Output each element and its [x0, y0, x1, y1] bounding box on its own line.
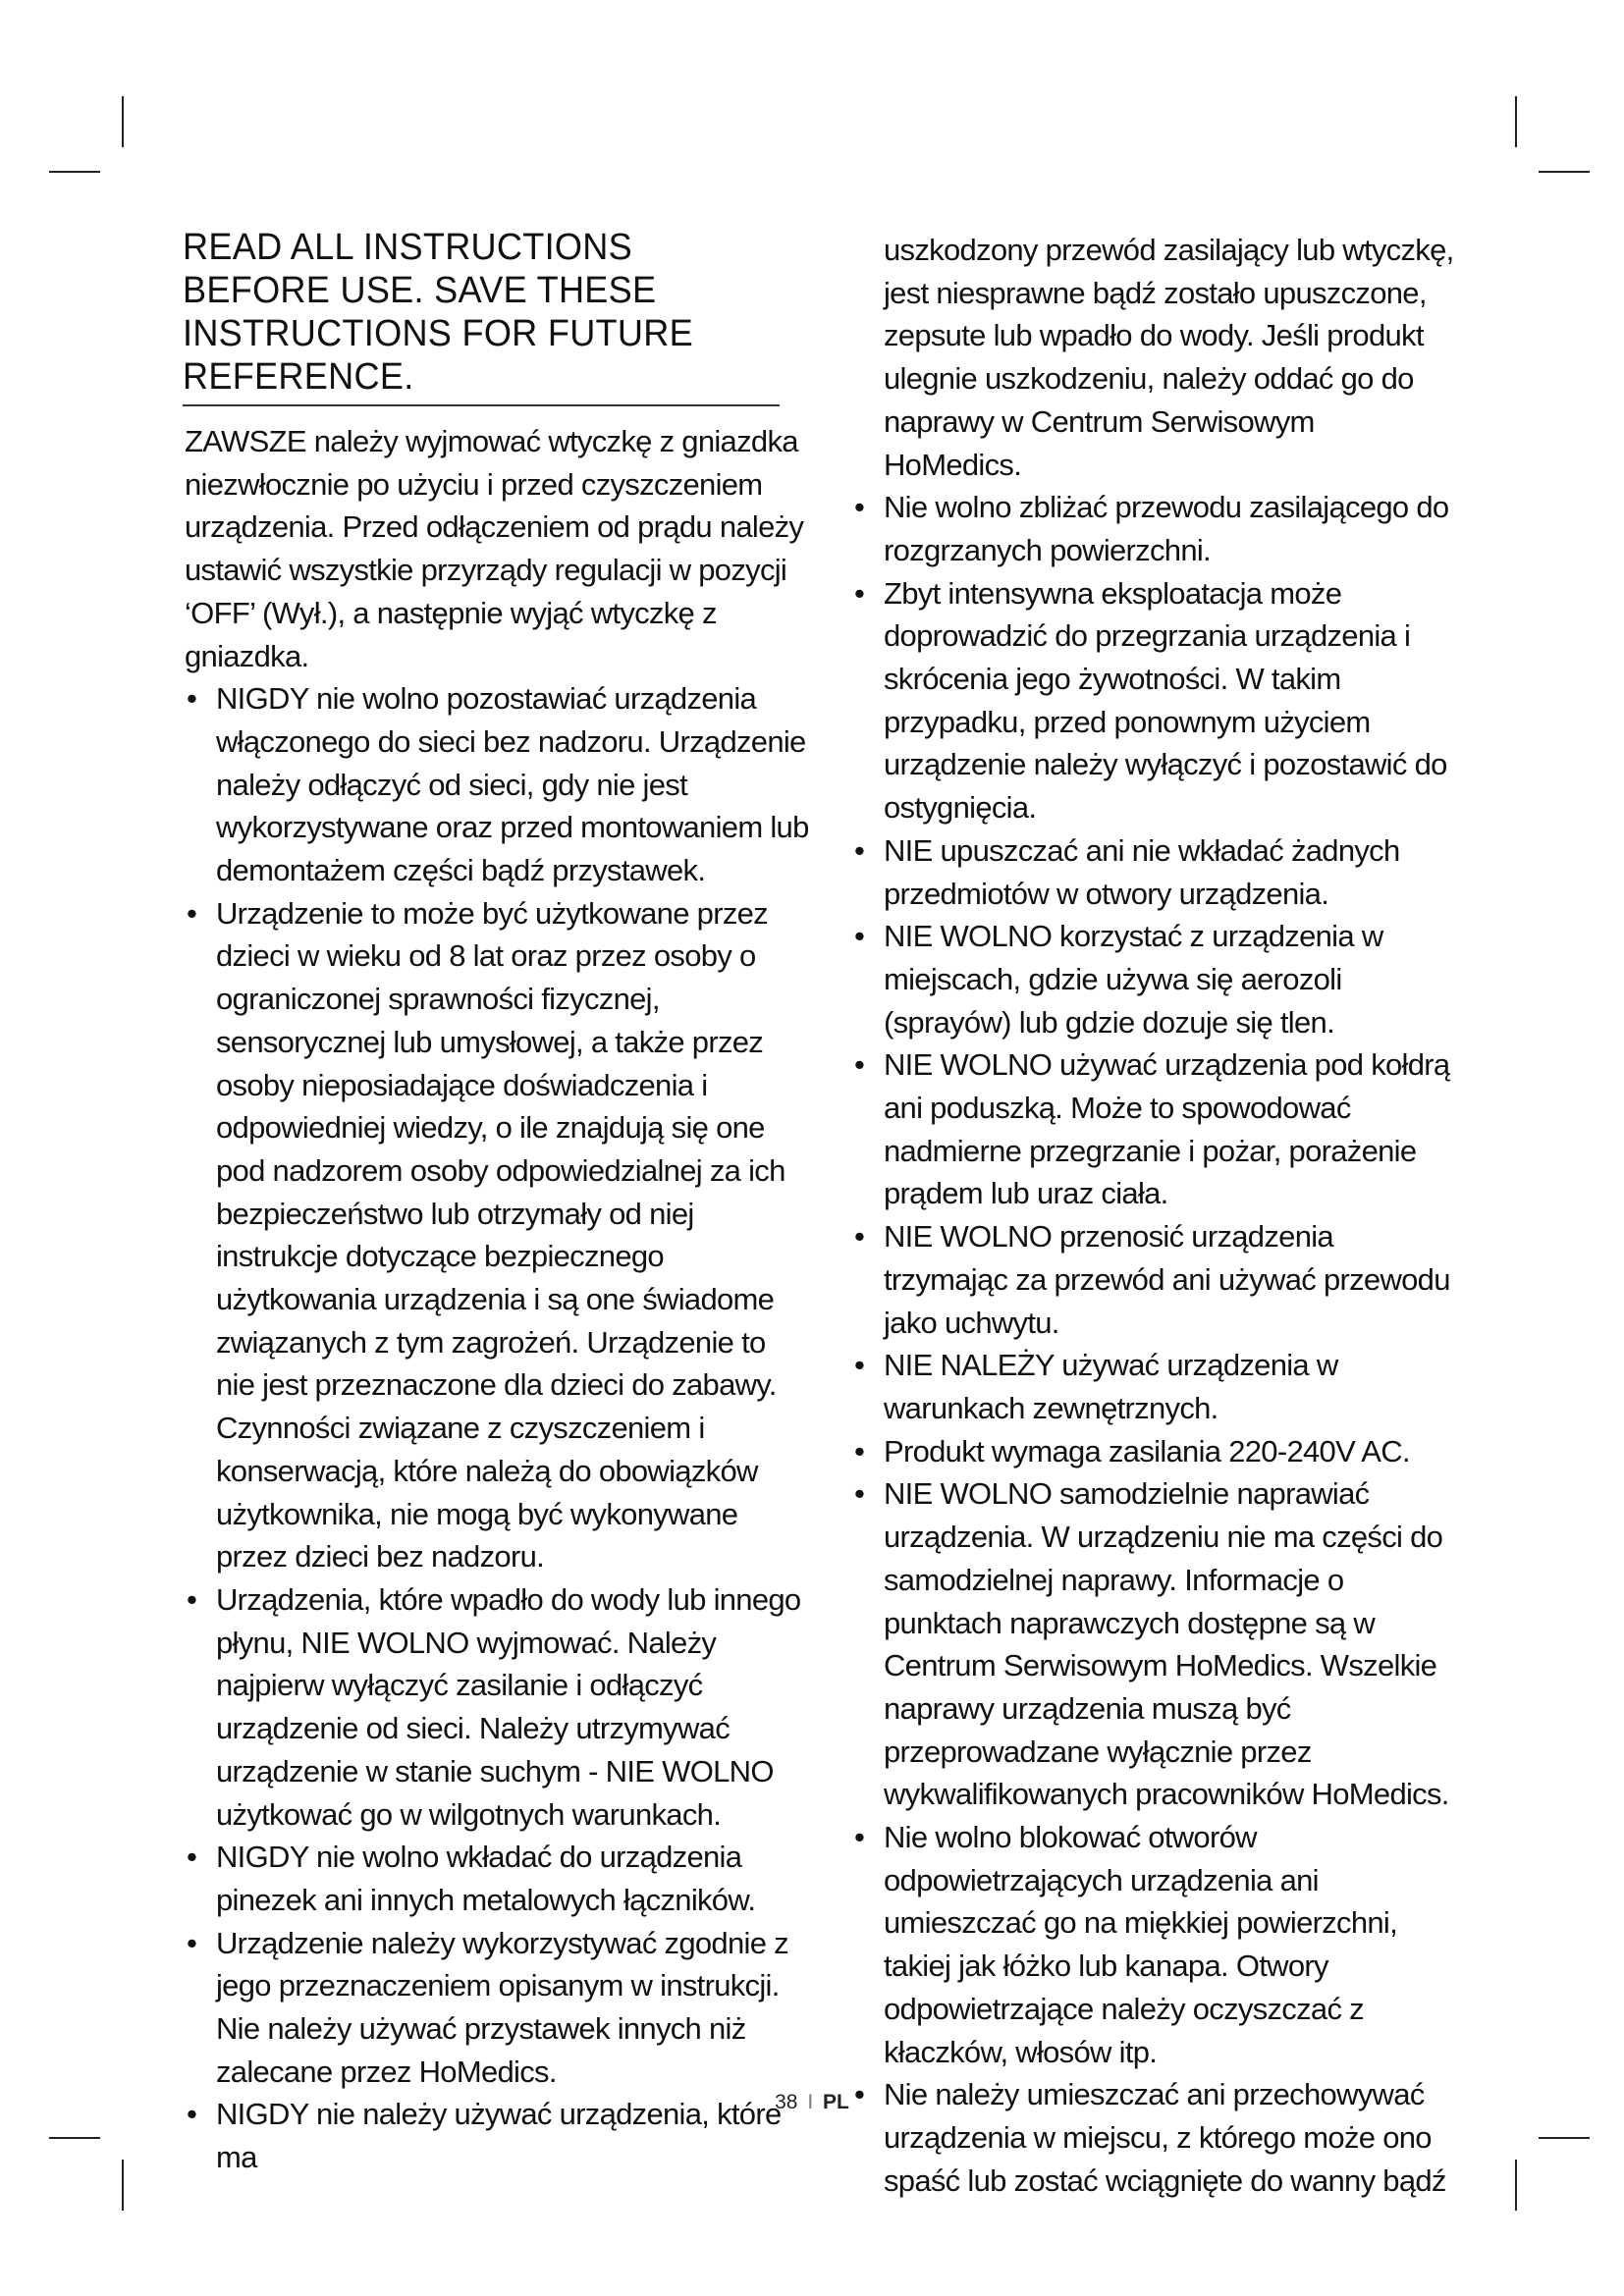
crop-mark	[1539, 2137, 1590, 2139]
intro-paragraph: ZAWSZE należy wyjmować wtyczkę z gniazdka niezwłocznie po użyciu i przed czyszczeniem urządzenia. Przed odłączeniem od prądu należy ustawić wszystkie przyrządy regulacji w pozycji ‘OFF’ (Wył.), a następnie wyjąć wtyczkę z gniazdka.	[185, 424, 804, 673]
list-item: • Urządzenie należy wykorzystywać zgodnie z jego przeznaczeniem opisanym w instrukcji. Nie należy używać przystawek innych niż zalecane przez HoMedics.	[183, 1922, 811, 2094]
list-item: • NIE WOLNO przenosić urządzenia trzymając za przewód ani używać przewodu jako uchwytu.	[850, 1215, 1459, 1344]
right-bullet-list	[850, 229, 1459, 2202]
crop-mark	[49, 2137, 100, 2139]
left-bullet-list	[183, 677, 811, 2179]
list-item: • Nie wolno blokować otworów odpowietrzających urządzenia ani umieszczać go na miękkiej powierzchni, takiej jak łóżko lub kanapa. Otwory odpowietrzające należy oczyszczać z kłaczków, włosów itp.	[850, 1816, 1459, 2073]
language-code: PL	[823, 2091, 849, 2113]
list-item: • Nie wolno zbliżać przewodu zasilającego do rozgrzanych powierzchni.	[850, 486, 1459, 571]
list-item: • NIGDY nie wolno wkładać do urządzenia pinezek ani innych metalowych łączników.	[183, 1836, 811, 1921]
list-item: • NIGDY nie należy używać urządzenia, które ma	[183, 2093, 811, 2178]
list-item: • NIE WOLNO korzystać z urządzenia w miejscach, gdzie używa się aerozoli (sprayów) lub gdzie dozuje się tlen.	[850, 915, 1459, 1043]
crop-mark	[49, 171, 100, 173]
list-item: • Urządzenia, które wpadło do wody lub innego płynu, NIE WOLNO wyjmować. Należy najpierw wyłączyć zasilanie i odłączyć urządzenie od sieci. Należy utrzymywać urządzenie w stanie suchym - NIE WOLNO użytkować go w wilgotnych warunkach.	[183, 1578, 811, 1836]
page-footer	[0, 2091, 1624, 2114]
right-column	[850, 229, 1459, 2202]
list-item: • Zbyt intensywna eksploatacja może doprowadzić do przegrzania urządzenia i skrócenia jego żywotności. W takim przypadku, przed ponownym użyciem urządzenie należy wyłączyć i pozostawić do ostygnięcia.	[850, 572, 1459, 829]
list-item: • Nie należy umieszczać ani przechowywać urządzenia w miejscu, z którego może ono spaść lub zostać wciągnięte do wanny bądź	[850, 2073, 1459, 2202]
crop-mark	[122, 2160, 124, 2211]
page-heading: READ ALL INSTRUCTIONS BEFORE USE. SAVE THESE INSTRUCTIONS FOR FUTURE REFERENCE.	[183, 226, 780, 406]
crop-mark	[122, 96, 124, 147]
list-item: • NIE WOLNO samodzielnie naprawiać urządzenia. W urządzeniu nie ma części do samodzielnej naprawy. Informacje o punktach naprawczych dostępne są w Centrum Serwisowym HoMedics. Wszelkie naprawy urządzenia muszą być przeprowadzane wyłącznie przez wykwalifikowanych pracowników HoMedics.	[850, 1472, 1459, 1816]
list-item: • Urządzenie to może być użytkowane przez dzieci w wieku od 8 lat oraz przez osoby o ograniczonej sprawności fizycznej, sensorycznej lub umysłowej, a także przez osoby nieposiadające doświadczenia i odpowiedniej wiedzy, o ile znajdują się one pod nadzorem osoby odpowiedzialnej za ich bezpieczeństwo lub otrzymały od niej instrukcje dotyczące bezpiecznego użytkowania urządzenia i są one świadome związanych z tym zagrożeń. Urządzenie to nie jest przeznaczone dla dzieci do zabawy. Czynności związane z czyszczeniem i konserwacją, które należą do obowiązków użytkownika, nie mogą być wykonywane przez dzieci bez nadzoru.	[183, 892, 811, 1578]
crop-mark	[1539, 171, 1590, 173]
list-item: • Produkt wymaga zasilania 220-240V AC.	[850, 1430, 1459, 1473]
footer-separator: I	[807, 2091, 814, 2113]
page-number: 38	[775, 2091, 798, 2113]
left-column	[183, 226, 811, 2179]
list-item: • NIE upuszczać ani nie wkładać żadnych przedmiotów w otwory urządzenia.	[850, 829, 1459, 915]
crop-mark	[1515, 2160, 1517, 2211]
crop-mark	[1515, 96, 1517, 147]
list-item: • NIE WOLNO używać urządzenia pod kołdrą ani poduszką. Może to spowodować nadmierne przegrzanie i pożar, porażenie prądem lub uraz ciała.	[850, 1043, 1459, 1215]
list-item: • NIGDY nie wolno pozostawiać urządzenia włączonego do sieci bez nadzoru. Urządzenie należy odłączyć od sieci, gdy nie jest wykorzystywane oraz przed montowaniem lub demontażem części bądź przystawek.	[183, 677, 811, 892]
list-item: • NIE NALEŻY używać urządzenia w warunkach zewnętrznych.	[850, 1344, 1459, 1429]
list-item-continuation: uszkodzony przewód zasilający lub wtyczkę, jest niesprawne bądź zostało upuszczone, zepsute lub wpadło do wody. Jeśli produkt ulegnie uszkodzeniu, należy oddać go do naprawy w Centrum Serwisowym HoMedics.	[884, 233, 1454, 482]
